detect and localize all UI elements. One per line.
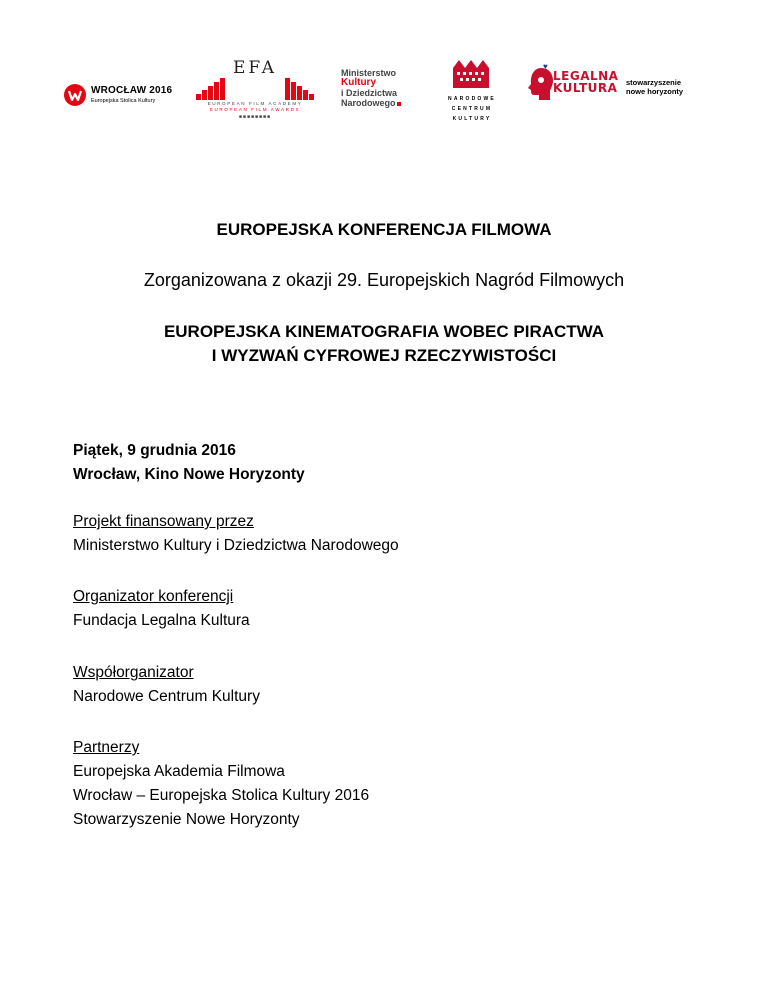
section-heading: Organizator konferencji [73,588,234,605]
nck-logo [442,58,502,124]
ministry-logo-line4: Narodowego [341,98,396,108]
topic-line-1: EUROPEJSKA KINEMATOGRAFIA WOBEC PIRACTWA [163,322,605,341]
logo-strip [60,58,710,128]
nck-logo-line2: CENTRUM [451,106,493,112]
event-date: Piątek, 9 grudnia 2016 [73,442,236,459]
efa-stairs-icon [190,78,320,100]
ministry-logo [341,68,421,118]
heart-icon: ♥ [543,62,548,71]
section-heading: Współorganizator [73,664,194,681]
efa-logo-line1: EUROPEAN FILM ACADEMY [207,101,303,106]
legalna-kultura-line2: KULTURA [553,81,618,95]
section-line: Narodowe Centrum Kultury [73,688,260,705]
section-line: Stowarzyszenie Nowe Horyzonty [73,811,300,828]
ministry-logo-line2: Kultury [341,77,376,88]
document-subtitle: Zorganizowana z okazji 29. Europejskich Nagród Filmowych [143,270,625,290]
ministry-logo-line3: i Dziedzictwa [341,88,398,98]
date-venue-block [73,439,305,487]
document-title: EUROPEJSKA KONFERENCJA FILMOWA [216,220,552,239]
section-line: Ministerstwo Kultury i Dziedzictwa Narodowego [73,537,399,554]
section-line: Europejska Akademia Filmowa [73,763,285,780]
wroclaw-w-icon [64,84,86,106]
section-organizer [73,585,250,633]
wroclaw-logo-title: WROCŁAW 2016 [91,85,173,96]
profile-head-icon [527,68,553,100]
section-heading: Projekt finansowany przez [73,513,254,530]
nck-logo-text [442,94,502,124]
nck-crown-icon [451,58,491,88]
efa-logo-letters: EFA [232,58,277,78]
wroclaw-logo-subtitle: Europejska Stolica Kultury [91,98,156,104]
section-partners [73,736,369,832]
section-co-organizer [73,661,260,709]
nck-logo-line3: KULTURY [452,116,492,122]
nowe-horyzonty-logo [626,78,706,96]
conference-topic [0,320,768,368]
wroclaw-2016-logo [64,82,174,112]
efa-logo-line2: EUROPEAN FILM AWARDS [209,107,301,112]
ministry-logo-line4-wrap [341,98,421,108]
legalna-kultura-line1: LEGALNA [553,69,619,83]
legalna-kultura-logo [527,62,619,118]
efa-logo [190,58,320,124]
section-heading: Partnerzy [73,739,140,756]
legalna-kultura-logo-text [553,70,618,94]
section-line: Wrocław – Europejska Stolica Kultury 2016 [73,787,370,804]
nck-logo-line1: NARODOWE [448,96,496,102]
efa-dots-decoration: ■■■■■■■■ [238,114,272,120]
section-funding [73,510,399,558]
nowe-horyzonty-line2: nowe horyzonty [626,87,684,96]
section-line: Fundacja Legalna Kultura [73,612,250,629]
ministry-dot-icon [397,102,401,106]
nowe-horyzonty-line1: stowarzyszenie [626,78,682,87]
event-venue: Wrocław, Kino Nowe Horyzonty [73,466,305,483]
ministry-logo-line1: Ministerstwo [341,68,397,78]
topic-line-2: I WYZWAŃ CYFROWEJ RZECZYWISTOŚCI [211,346,557,365]
